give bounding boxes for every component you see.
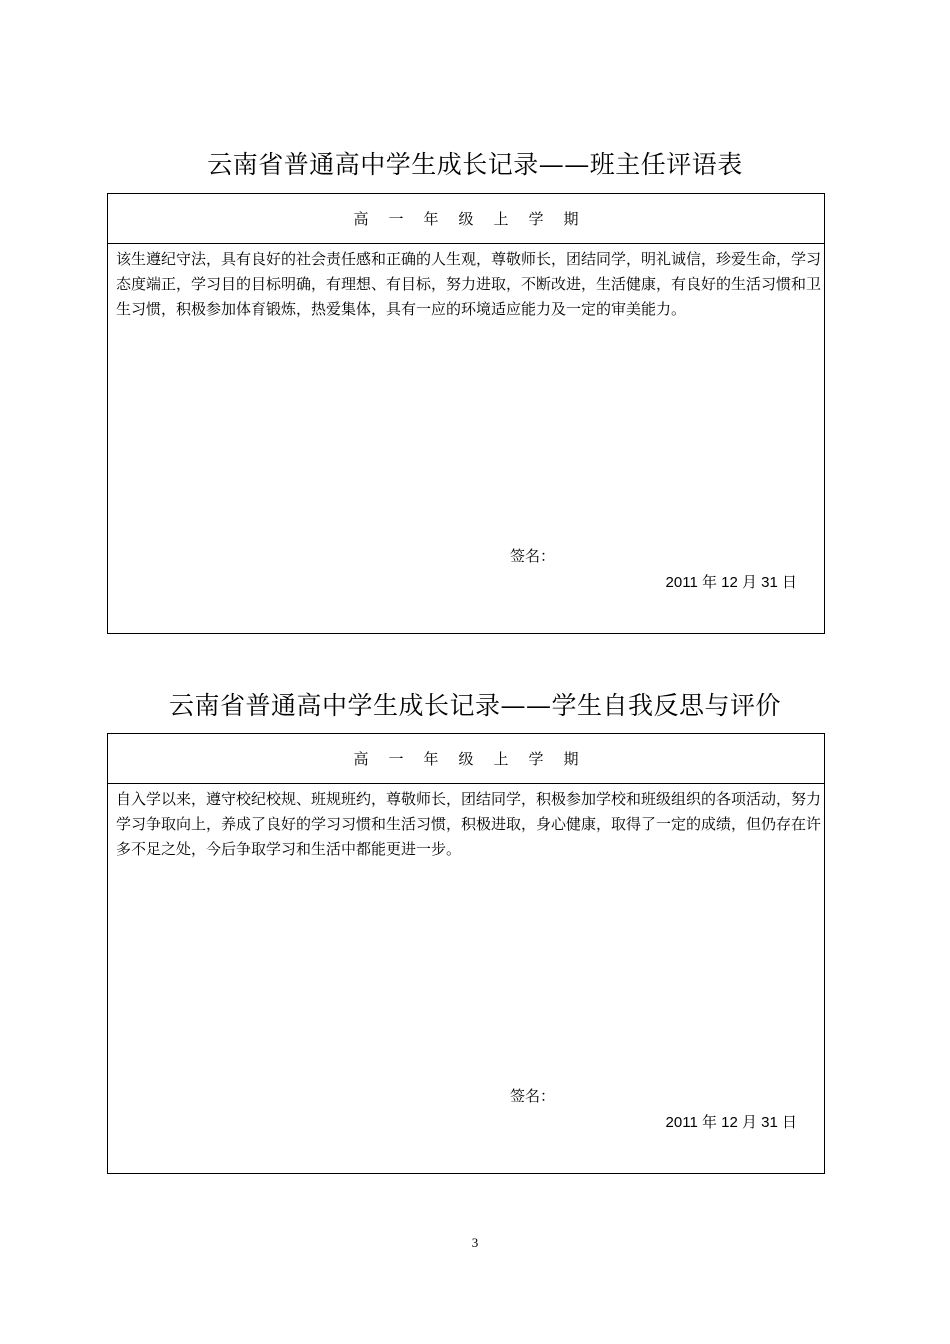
teacher-comment-title: 云南省普通高中学生成长记录——班主任评语表 [207, 150, 743, 179]
teacher-signature-label: 签名： [510, 547, 556, 565]
teacher-comment-body [108, 244, 824, 634]
self-reflection-title: 云南省普通高中学生成长记录——学生自我反思与评价 [168, 691, 781, 720]
teacher-comment-date: 2011 年 12 月 31 日 [665, 574, 797, 591]
self-reflection-date: 2011 年 12 月 31 日 [665, 1114, 797, 1131]
teacher-comment-text: 该生遵纪守法，具有良好的社会责任感和正确的人生观，尊敬师长，团结同学，明礼诚信，珍爱生命，学习态度端正，学习目的目标明确，有理想、有目标，努力进取，不断改进，生活健康，有良好的生活习惯和卫生习惯，积极参加体育锻炼，热爱集体，具有一应的环境适应能力及一定的审美能力。 [116, 250, 822, 318]
teacher-comment-semester-header: 高一年级上学期 [108, 194, 824, 244]
self-reflection-box [107, 733, 825, 1174]
student-signature-label: 签名： [510, 1087, 556, 1105]
self-reflection-body [108, 784, 824, 1174]
self-reflection-text: 自入学以来，遵守校纪校规、班规班约，尊敬师长，团结同学，积极参加学校和班级组织的各项活动，努力学习争取向上，养成了良好的学习习惯和生活习惯，积极进取，身心健康，取得了一定的成绩，但仍存在许多不足之处，今后争取学习和生活中都能更进一步。 [116, 790, 822, 858]
teacher-comment-box [107, 193, 825, 634]
self-reflection-semester-header: 高一年级上学期 [108, 734, 824, 784]
page-number: 3 [471, 1235, 479, 1250]
